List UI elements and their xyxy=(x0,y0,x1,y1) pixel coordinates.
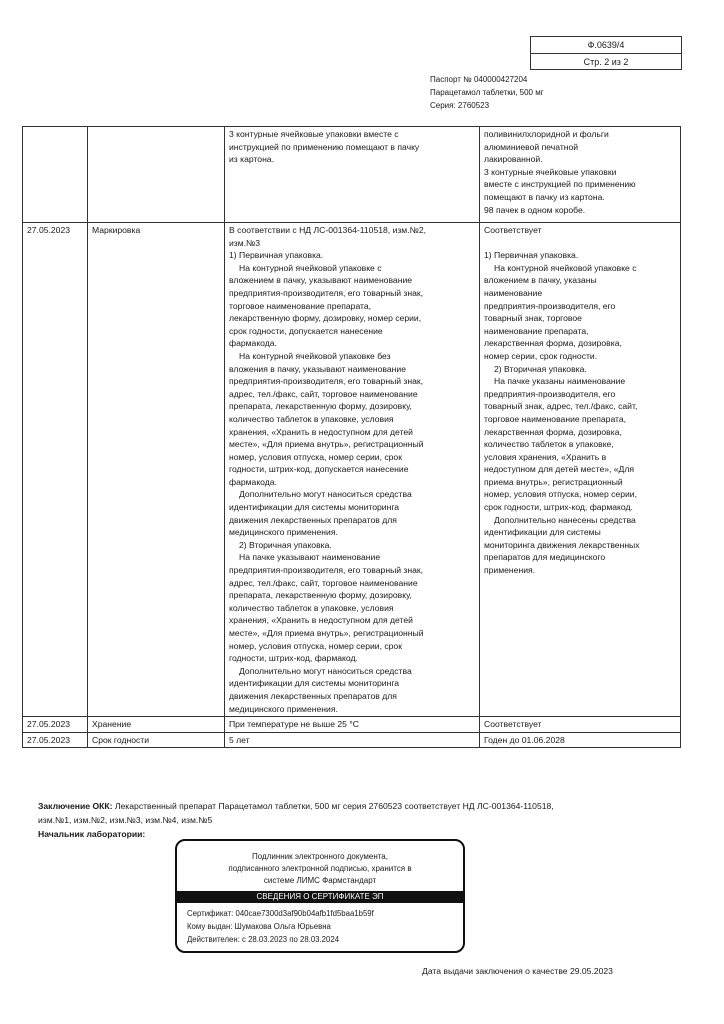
text-line: вложением в пачку, указывают наименование xyxy=(229,275,413,286)
text-line: медицинского применения. xyxy=(229,703,338,714)
text-line: движения лекарственных препаратов для xyxy=(229,514,397,525)
text-line: 3 контурные ячейковые упаковки вместе с xyxy=(229,129,399,139)
text-line: медицинского применения. xyxy=(229,527,338,538)
text-line: идентификации для системы мониторинга xyxy=(229,678,400,689)
text-line: На пачке указаны наименование xyxy=(494,376,626,387)
text-line: номер, условия отпуска, номер серии, срок xyxy=(229,451,402,462)
text-line: Дополнительно нанесены средства xyxy=(494,514,636,525)
stamp-line: подписанного электронной подписью, хранится в xyxy=(228,864,412,873)
result-cell xyxy=(480,223,681,717)
form-code: Ф.0639/4 xyxy=(587,40,625,50)
text-line: фармакода. xyxy=(229,476,277,487)
text-line: 2) Вторичная упаковка. xyxy=(239,539,332,550)
table-row xyxy=(23,717,681,733)
text-line: годности, штрих-код, фармакод. xyxy=(229,653,358,664)
text-line: вложением в пачку, указаны xyxy=(484,275,597,286)
text-line: предприятия-производителя, его товарный знак, xyxy=(229,376,424,387)
text-line: вместе с инструкцией по применению xyxy=(484,179,636,190)
text-line: мониторинга движения лекарственных xyxy=(484,539,640,550)
text-line: недоступном для детей месте», «Для xyxy=(484,464,635,475)
text-line: лакированной. xyxy=(484,154,543,165)
table-row xyxy=(23,223,681,717)
text-line: 2) Вторичная упаковка. xyxy=(494,363,587,374)
text-line: товарный знак, торговое xyxy=(484,313,582,324)
spec-cell xyxy=(225,127,480,223)
text-line: хранения, «Хранить в недоступном для детей xyxy=(229,615,413,626)
text-line: срок годности, штрих-код, фармакод. xyxy=(484,502,633,513)
text-line: На контурной ячейковой упаковке без xyxy=(239,350,391,361)
text-line: помещают в пачку из картона. xyxy=(484,191,605,202)
text-line: 1) Первичная упаковка. xyxy=(229,250,324,261)
text-line: номер, условия отпуска, номер серии, xyxy=(484,489,637,500)
text-line: Дополнительно могут наноситься средства xyxy=(239,665,412,676)
name-cell: Срок годности xyxy=(88,732,225,748)
text-line: препаратов для медицинского xyxy=(484,552,606,563)
text-line: Дополнительно могут наноситься средства xyxy=(239,489,412,500)
conclusion-label: Заключение ОКК: xyxy=(38,801,113,811)
text-line: На контурной ячейковой упаковке с xyxy=(239,262,382,273)
date-cell: 27.05.2023 xyxy=(23,732,88,748)
name-cell: Маркировка xyxy=(88,223,225,717)
conclusion-text-2: изм.№1, изм.№2, изм.№3, изм.№4, изм.№5 xyxy=(38,815,213,825)
head-of-lab: Начальник лаборатории: xyxy=(38,829,146,839)
stamp-rows xyxy=(187,907,374,946)
text-line: поливинилхлоридной и фольги xyxy=(484,129,609,139)
issued-value: Шумакова Ольга Юрьевна xyxy=(234,922,331,931)
result-cell: Соответствует xyxy=(480,717,681,733)
text-line: торговое наименование препарата, xyxy=(229,300,372,311)
text-line: количество таблеток в упаковке, условия xyxy=(229,413,394,424)
product-name: Парацетамол таблетки, 500 мг xyxy=(430,88,544,97)
text-line: В соответствии с НД ЛС-001364-110518, изм.№2, xyxy=(229,225,426,235)
text-line: применения. xyxy=(484,565,536,576)
conclusion xyxy=(38,799,658,827)
stamp-bar: СВЕДЕНИЯ О СЕРТИФИКАТЕ ЭП xyxy=(177,891,463,903)
text-line: номер, условия отпуска, номер серии, срок xyxy=(229,640,402,651)
text-line: месте», «Для приема внутрь», регистрационный xyxy=(229,628,424,638)
text-line: наименование препарата, xyxy=(484,325,589,336)
text-line: идентификации для системы xyxy=(484,527,601,538)
text-line xyxy=(484,237,676,250)
text-line: лекарственную форму, дозировку, номер серии, xyxy=(229,313,422,324)
passport-block xyxy=(430,73,544,112)
text-line: инструкцией по применению помещают в пачку xyxy=(229,141,420,152)
text-line: идентификации для системы мониторинга xyxy=(229,502,400,513)
spec-cell: 5 лет xyxy=(225,732,480,748)
series: Серия: 2760523 xyxy=(430,101,490,110)
text-line: условия хранения, «Хранить в xyxy=(484,451,607,462)
text-line: изм.№3 xyxy=(229,237,261,248)
text-line: товарный знак, адрес, тел./факс, сайт, xyxy=(484,401,638,412)
text-line: лекарственная форма, дозировка, xyxy=(484,426,622,437)
text-line: вложения в пачку, указывают наименование xyxy=(229,363,407,374)
form-code-box xyxy=(530,36,682,70)
spec-cell xyxy=(225,223,480,717)
text-line: Соответствует xyxy=(484,225,542,235)
conclusion-text: Лекарственный препарат Парацетамол таблетки, 500 мг серия 2760523 соответствует НД ЛС-001364-110518, xyxy=(112,801,554,811)
result-cell xyxy=(480,127,681,223)
valid-label: Действителен: xyxy=(187,935,240,944)
page-number: Стр. 2 из 2 xyxy=(531,53,681,70)
text-line: 98 пачек в одном коробе. xyxy=(484,204,586,215)
text-line: торговое наименование препарата, xyxy=(484,413,627,424)
text-line: На контурной ячейковой упаковке с xyxy=(494,262,637,273)
text-line: из картона. xyxy=(229,154,274,165)
text-line: препарата, лекарственную форму, дозировку, xyxy=(229,401,412,412)
text-line: количество таблеток в упаковке, условия xyxy=(229,602,394,613)
text-line: приема внутрь», регистрационный xyxy=(484,476,623,487)
text-line: 3 контурные ячейковые упаковки xyxy=(484,166,617,177)
text-line: годности, штрих-код, допускается нанесение xyxy=(229,464,409,475)
e-signature-stamp xyxy=(175,839,465,953)
passport-number: Паспорт № 040000427204 xyxy=(430,75,528,84)
text-line: алюминиевой печатной xyxy=(484,141,579,152)
date-cell: 27.05.2023 xyxy=(23,223,88,717)
name-cell xyxy=(88,127,225,223)
spec-cell: При температуре не выше 25 °С xyxy=(225,717,480,733)
results-table xyxy=(22,126,681,748)
stamp-line: системе ЛИМС Фармстандарт xyxy=(263,876,377,885)
text-line: предприятия-производителя, его xyxy=(484,300,616,311)
text-line: номер серии, срок годности. xyxy=(484,350,598,361)
text-line: предприятия-производителя, его товарный знак, xyxy=(229,287,424,298)
text-line: 1) Первичная упаковка. xyxy=(484,250,579,261)
result-cell: Годен до 01.06.2028 xyxy=(480,732,681,748)
name-cell: Хранение xyxy=(88,717,225,733)
valid-value: с 28.03.2023 по 28.03.2024 xyxy=(242,935,340,944)
stamp-line: Подлинник электронного документа, xyxy=(252,852,388,861)
issued-label: Кому выдан: xyxy=(187,922,233,931)
cert-value: 040cae7300d3af90b04afb1fd5baa1b59f xyxy=(235,909,374,918)
text-line: месте», «Для приема внутрь», регистрационный xyxy=(229,439,424,450)
text-line: лекарственная форма, дозировка, xyxy=(484,338,622,349)
text-line: адрес, тел./факс, сайт, торговое наименование xyxy=(229,388,418,399)
text-line: хранения, «Хранить в недоступном для детей xyxy=(229,426,413,437)
cert-label: Сертификат: xyxy=(187,909,234,918)
text-line: фармакода. xyxy=(229,338,277,349)
text-line: препарата, лекарственную форму, дозировку, xyxy=(229,590,412,601)
text-line: предприятия-производителя, его xyxy=(484,388,616,399)
date-cell xyxy=(23,127,88,223)
table-row xyxy=(23,127,681,223)
issue-date: Дата выдачи заключения о качестве 29.05.2023 xyxy=(422,966,613,976)
table-row xyxy=(23,732,681,748)
text-line: предприятия-производителя, его товарный знак, xyxy=(229,565,424,576)
date-cell: 27.05.2023 xyxy=(23,717,88,733)
text-line: адрес, тел./факс, сайт, торговое наименование xyxy=(229,577,418,588)
text-line: На пачке указывают наименование xyxy=(239,552,381,563)
text-line: движения лекарственных препаратов для xyxy=(229,690,397,701)
text-line: наименование xyxy=(484,287,543,298)
stamp-text xyxy=(177,851,463,887)
text-line: количество таблеток в упаковке, xyxy=(484,439,614,450)
text-line: срок годности, допускается нанесение xyxy=(229,325,383,336)
